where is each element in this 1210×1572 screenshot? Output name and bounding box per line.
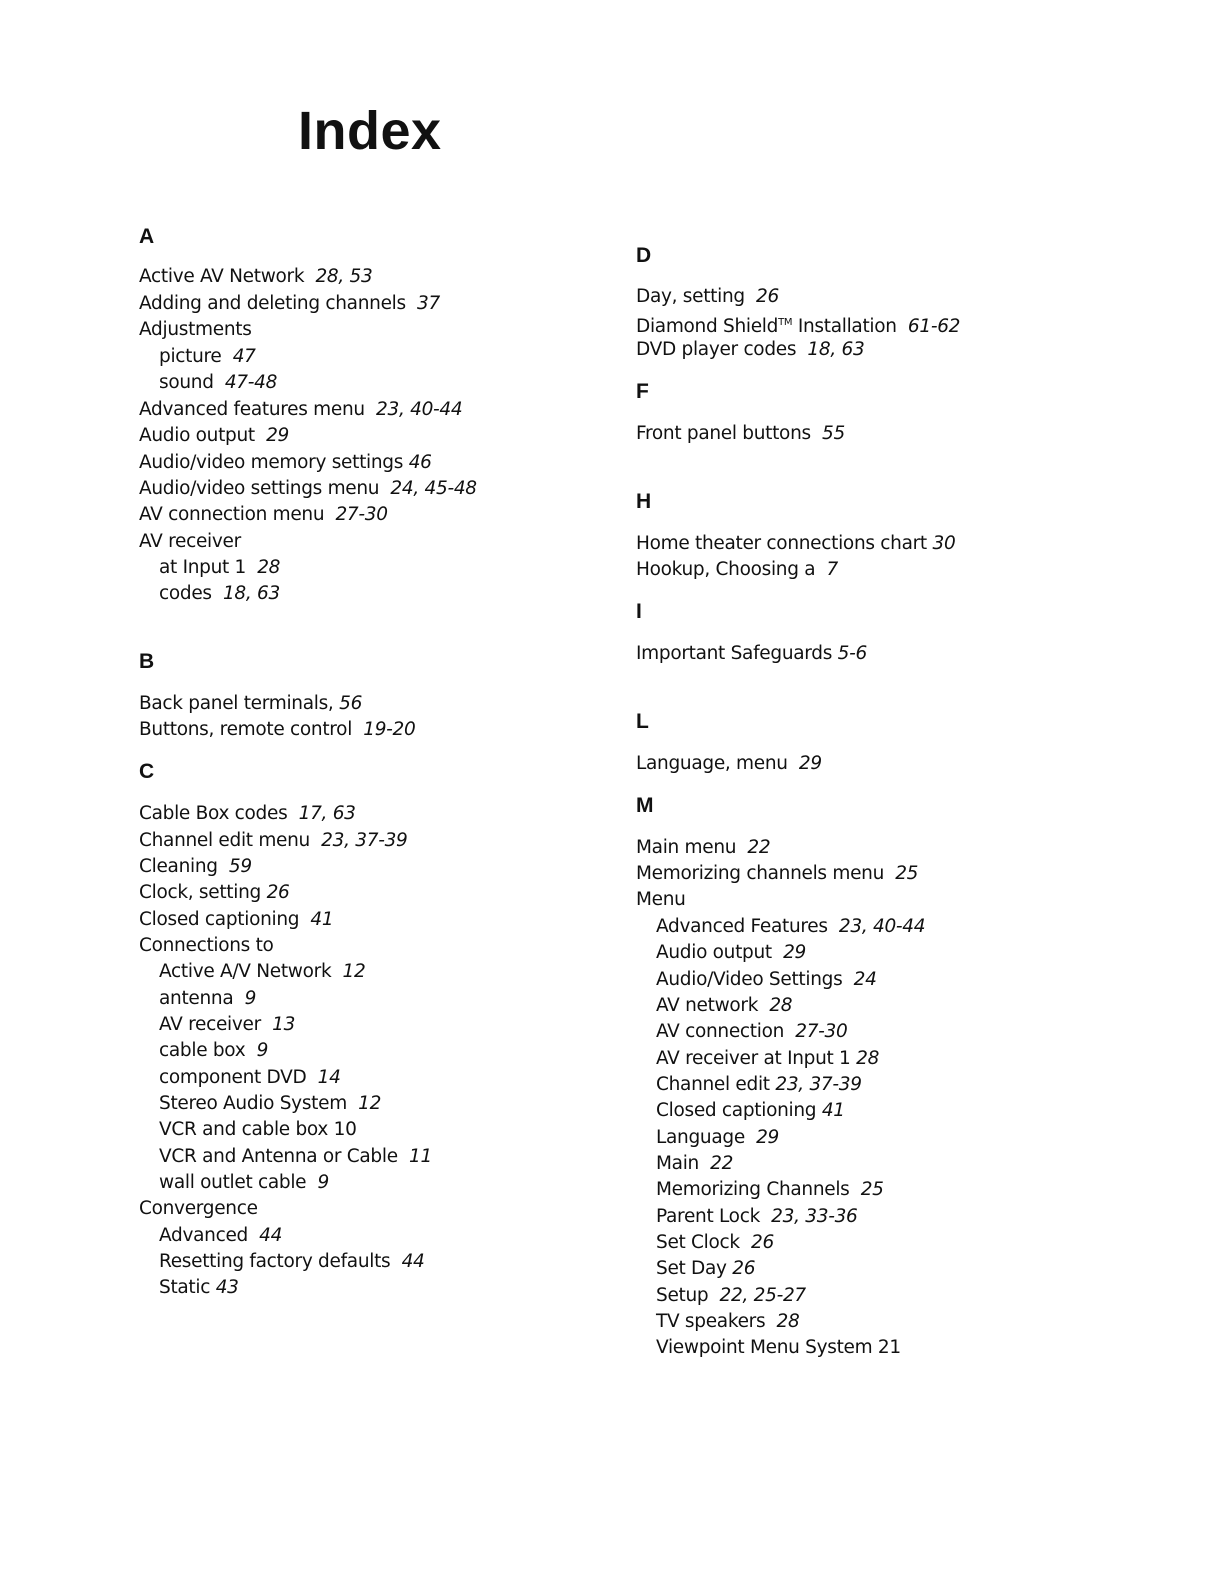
page-ref: 47: [232, 346, 256, 367]
page-ref: 61-62: [907, 316, 961, 338]
page-ref: 23, 37-39: [321, 830, 408, 851]
page-ref: 47-48: [224, 372, 278, 393]
index-subentry: Channel edit 23, 37-39: [656, 1074, 862, 1095]
page-ref: 22: [747, 837, 771, 858]
index-entry: Cleaning 59: [139, 856, 252, 877]
index-entry: Memorizing channels menu 25: [636, 863, 919, 884]
index-entry: Front panel buttons 55: [636, 423, 845, 444]
page-ref: 29: [783, 942, 807, 963]
page-ref: 24: [853, 969, 877, 990]
page-ref: 44: [259, 1225, 283, 1246]
page-ref: 9: [256, 1040, 269, 1061]
index-subentry: Set Clock 26: [656, 1232, 774, 1253]
index-entry: Cable Box codes 17, 63: [139, 803, 356, 824]
page-ref: 13: [272, 1014, 296, 1035]
page-ref: 26: [266, 882, 290, 903]
index-subentry: wall outlet cable 9: [159, 1172, 329, 1193]
page-ref: 28: [856, 1048, 880, 1069]
index-subentry: sound 47-48: [159, 372, 278, 393]
index-subentry: Advanced Features 23, 40-44: [656, 916, 926, 937]
index-subentry: Parent Lock 23, 33-36: [656, 1206, 858, 1227]
page-ref: 11: [408, 1146, 432, 1167]
page-ref: 43: [215, 1277, 239, 1298]
page-ref: 25: [895, 863, 919, 884]
page-ref: 27-30: [335, 504, 388, 525]
page-ref: 26: [756, 286, 779, 307]
index-entry: Clock, setting 26: [139, 882, 290, 903]
section-letter-i: I: [636, 600, 642, 623]
index-entry: Connections to: [139, 935, 274, 956]
page-ref: 10: [333, 1119, 357, 1140]
index-entry: Closed captioning 41: [139, 909, 334, 930]
index-entry: Hookup, Choosing a 7: [636, 559, 838, 580]
page-ref: 23, 40-44: [838, 916, 926, 937]
page-ref: 9: [317, 1172, 329, 1193]
section-letter-d: D: [636, 244, 652, 267]
index-subentry: at Input 1 28: [159, 557, 281, 578]
page-ref: 18, 63: [222, 583, 280, 604]
page-ref: 23, 37-39: [775, 1074, 862, 1095]
section-letter-f: F: [636, 380, 649, 403]
page-ref: 29: [266, 425, 290, 446]
index-subentry: Main 22: [656, 1153, 734, 1174]
page-ref: 55: [822, 423, 845, 444]
index-entry: Channel edit menu 23, 37-39: [139, 830, 408, 851]
page-ref: 12: [342, 961, 366, 982]
index-entry: Buttons, remote control 19-20: [139, 719, 416, 740]
index-entry: DVD player codes 18, 63: [636, 339, 865, 360]
page-ref: 28, 53: [315, 266, 373, 287]
index-subentry: TV speakers 28: [656, 1311, 800, 1332]
index-subentry: Audio output 29: [656, 942, 807, 963]
index-subentry: picture 47: [159, 346, 256, 367]
index-subentry: Setup 22, 25-27: [656, 1285, 806, 1306]
index-subentry: VCR and cable box 10: [159, 1119, 357, 1140]
page-ref: 28: [769, 995, 793, 1016]
page-ref: 29: [756, 1127, 780, 1148]
index-entry: Audio/video settings menu 24, 45-48: [139, 478, 477, 499]
page-ref: 24, 45-48: [390, 478, 477, 499]
page-ref: 29: [798, 753, 822, 774]
page-ref: 21: [877, 1337, 901, 1358]
page-ref: 17, 63: [298, 803, 356, 824]
page-ref: 26: [751, 1232, 774, 1253]
page-title: Index: [298, 101, 442, 161]
page-ref: 44: [401, 1251, 425, 1272]
page-ref: 14: [317, 1067, 341, 1088]
section-letter-a: A: [139, 225, 155, 248]
page-ref: 59: [228, 856, 252, 877]
index-entry: Main menu 22: [636, 837, 771, 858]
page-ref: 7: [826, 559, 838, 580]
page-ref: 46: [408, 452, 432, 473]
page-ref: 23, 33-36: [771, 1206, 858, 1227]
index-entry: Audio output 29: [139, 425, 290, 446]
index-entry: Language, menu 29: [636, 753, 822, 774]
index-entry: Convergence: [139, 1198, 258, 1219]
index-subentry: Active A/V Network 12: [159, 961, 366, 982]
index-entry: Adjustments: [139, 319, 252, 340]
index-subentry: Closed captioning 41: [656, 1100, 845, 1121]
page-ref: 28: [776, 1311, 800, 1332]
page-ref: 5-6: [837, 643, 867, 664]
index-entry: Advanced features menu 23, 40-44: [139, 399, 463, 420]
index-entry: Home theater connections chart 30: [636, 533, 956, 554]
page-ref: 26: [732, 1258, 756, 1279]
page-ref: 28: [257, 557, 281, 578]
page-ref: 9: [244, 988, 257, 1009]
index-subentry: Viewpoint Menu System 21: [656, 1337, 901, 1358]
index-subentry: Stereo Audio System 12: [159, 1093, 382, 1114]
section-letter-l: L: [636, 710, 649, 733]
index-subentry: Language 29: [656, 1127, 780, 1148]
section-letter-m: M: [636, 794, 654, 817]
index-subentry: AV connection 27-30: [656, 1021, 848, 1042]
index-subentry: Memorizing Channels 25: [656, 1179, 884, 1200]
index-subentry: VCR and Antenna or Cable 11: [159, 1146, 432, 1167]
section-letter-c: C: [139, 760, 155, 783]
page-ref: 22, 25-27: [719, 1285, 806, 1306]
index-entry: Diamond Shield™ Installation 61-62: [636, 316, 961, 338]
index-subentry: Set Day 26: [656, 1258, 756, 1279]
index-subentry: codes 18, 63: [159, 583, 280, 604]
page-ref: 19-20: [363, 719, 416, 740]
index-entry: Active AV Network 28, 53: [139, 266, 373, 287]
page-ref: 56: [339, 693, 363, 714]
trademark-mark: TM: [778, 317, 793, 328]
index-entry: Day, setting 26: [636, 286, 779, 307]
page-ref: 18, 63: [807, 339, 865, 360]
index-subentry: AV receiver at Input 1 28: [656, 1048, 880, 1069]
index-subentry: AV network 28: [656, 995, 793, 1016]
index-entry: Audio/video memory settings 46: [139, 452, 432, 473]
index-entry: Adding and deleting channels 37: [139, 293, 440, 314]
index-entry: AV connection menu 27-30: [139, 504, 388, 525]
index-subentry: Resetting factory defaults 44: [159, 1251, 425, 1272]
index-subentry: antenna 9: [159, 988, 257, 1009]
index-subentry: AV receiver 13: [159, 1014, 296, 1035]
section-letter-b: B: [139, 650, 155, 673]
section-letter-h: H: [636, 490, 652, 513]
index-entry: Back panel terminals, 56: [139, 693, 363, 714]
page-ref: 27-30: [795, 1021, 848, 1042]
page-ref: 30: [932, 533, 956, 554]
page-ref: 41: [821, 1100, 845, 1121]
index-subentry: Static 43: [159, 1277, 239, 1298]
index-entry: Important Safeguards 5-6: [636, 643, 867, 664]
page-ref: 25: [860, 1179, 884, 1200]
index-subentry: Audio/Video Settings 24: [656, 969, 877, 990]
index-subentry: cable box 9: [159, 1040, 269, 1061]
page-ref: 12: [358, 1093, 382, 1114]
index-subentry: Advanced 44: [159, 1225, 283, 1246]
page-ref: 37: [417, 293, 440, 314]
page-ref: 41: [310, 909, 334, 930]
page-ref: 22: [710, 1153, 734, 1174]
page-ref: 23, 40-44: [376, 399, 463, 420]
index-subentry: component DVD 14: [159, 1067, 341, 1088]
index-entry: AV receiver: [139, 531, 241, 552]
index-entry: Menu: [636, 889, 686, 910]
